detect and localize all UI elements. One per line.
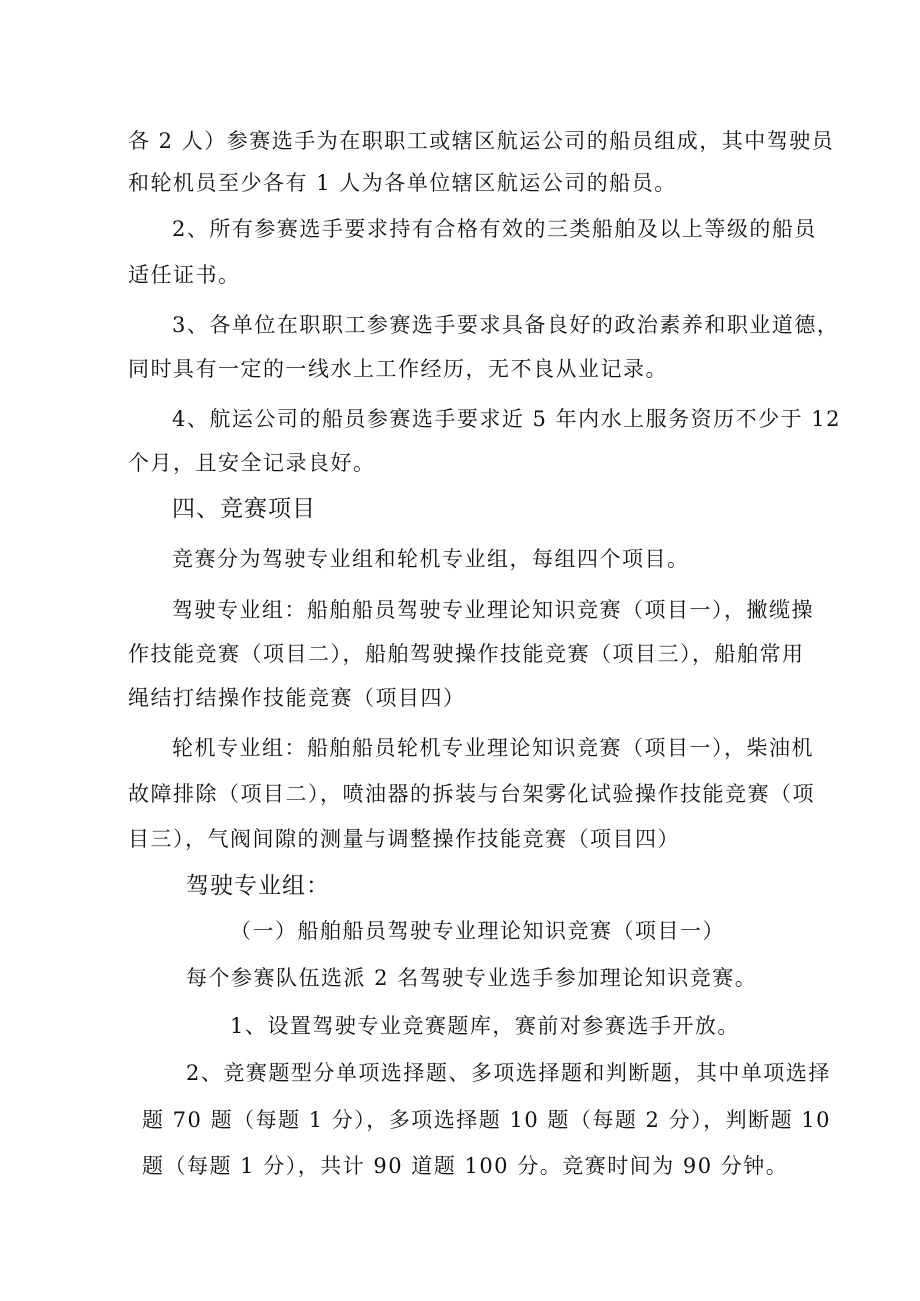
- text-line: 题（每题 1 分），共计 90 道题 100 分。竞赛时间为 90 分钟。: [142, 1154, 789, 1178]
- text-line: 4、航运公司的船员参赛选手要求近 5 年内水上服务资历不少于 12: [172, 407, 841, 431]
- text-line: 2、竞赛题型分单项选择题、多项选择题和判断题，其中单项选择: [186, 1061, 831, 1085]
- text-line: 竞赛分为驾驶专业组和轮机专业组，每组四个项目。: [172, 547, 690, 571]
- text-line: 适任证书。: [128, 263, 241, 287]
- section-heading: 四、竞赛项目: [172, 496, 316, 522]
- text-line: 轮机专业组：船舶船员轮机专业理论知识竞赛（项目一），柴油机: [172, 736, 814, 760]
- text-line: 驾驶专业组：船舶船员驾驶专业理论知识竞赛（项目一），撇缆操: [172, 598, 814, 622]
- text-line: 每个参赛队伍选派 2 名驾驶专业选手参加理论知识竞赛。: [186, 966, 758, 990]
- text-line: 和轮机员至少各有 1 人为各单位辖区航运公司的船员。: [128, 171, 677, 195]
- text-line: 目三），气阀间隙的测量与调整操作技能竞赛（项目四）: [128, 827, 680, 851]
- text-line: （一）船舶船员驾驶专业理论知识竞赛（项目一）: [230, 919, 725, 943]
- text-line: 2、所有参赛选手要求持有合格有效的三类船舶及以上等级的船员: [172, 217, 817, 241]
- text-line: 3、各单位在职职工参赛选手要求具备良好的政治素养和职业道德，: [172, 313, 840, 337]
- text-line: 各 2 人）参赛选手为在职职工或辖区航运公司的船员组成，其中驾驶员: [128, 129, 835, 153]
- text-line: 绳结打结操作技能竞赛（项目四）: [128, 686, 466, 710]
- text-line: 个月，且安全记录良好。: [128, 451, 376, 475]
- text-line: 1、设置驾驶专业竞赛题库，赛前对参赛选手开放。: [230, 1014, 740, 1038]
- text-line: 题 70 题（每题 1 分），多项选择题 10 题（每题 2 分），判断题 10: [142, 1108, 831, 1132]
- text-line: 故障排除（项目二），喷油器的拆装与台架雾化试验操作技能竞赛（项: [128, 782, 815, 806]
- text-line: 同时具有一定的一线水上工作经历，无不良从业记录。: [128, 357, 668, 381]
- subsection-heading: 驾驶专业组：: [186, 873, 330, 899]
- text-line: 作技能竞赛（项目二），船舶驾驶操作技能竞赛（项目三），船舶常用: [128, 642, 805, 666]
